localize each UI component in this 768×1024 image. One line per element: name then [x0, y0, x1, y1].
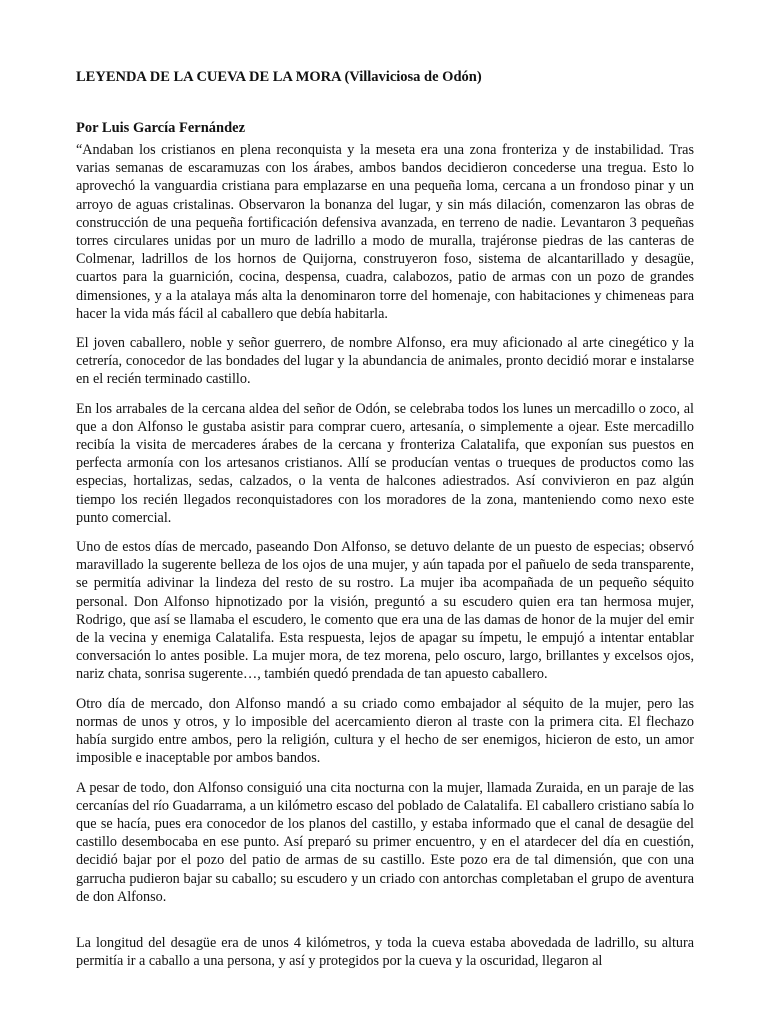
- paragraph-2: El joven caballero, noble y señor guerrero, de nombre Alfonso, era muy aficionado al arte cinegético y la cetrería, conocedor de las bondades del lugar y la abundancia de animales, pronto decidió morar e instalarse en el recién terminado castillo.: [76, 335, 694, 388]
- paragraph-6: A pesar de todo, don Alfonso consiguió una cita nocturna con la mujer, llamada Zuraida, en un paraje de las cercanías del río Guadarrama, a un kilómetro escaso del poblado de Calatalifa. El caballero cristiano sabía lo que se hacía, pues era conocedor de los planos del castillo, y estaba informado que el canal de desagüe del castillo desembocaba en ese punto. Así preparó su primer encuentro, y en el atardecer del día en cuestión, decidió bajar por el pozo del patio de armas de su castillo. Este pozo era de tal dimensión, que con una garrucha pudieron bajar su caballo; su escudero y un criado con antorchas completaban el grupo de aventura de don Alfonso.: [76, 779, 694, 905]
- paragraph-3: En los arrabales de la cercana aldea del señor de Odón, se celebraba todos los lunes un mercadillo o zoco, al que a don Alfonso le gustaba asistir para comprar cuero, artesanía, o simplemente a ojear. Este mercadillo recibía la visita de mercaderes árabes de la cercana y fronteriza Calatalifa, que exponían sus puestos en perfecta armonía con los artesanos cristianos. Allí se producían ventas o trueques de productos como las especias, hortalizas, sedas, calzados, o la venta de halcones adiestrados. Así convivieron en paz algún tiempo los recién llegados reconquistadores con los moradores de la zona, manteniendo como nexo este punto comercial.: [76, 400, 694, 526]
- paragraph-7: La longitud del desagüe era de unos 4 kilómetros, y toda la cueva estaba abovedada de ladrillo, su altura permitía ir a caballo a una persona, y así y protegidos por la cueva y la oscuridad, llegaron al: [76, 934, 694, 970]
- paragraph-5: Otro día de mercado, don Alfonso mandó a su criado como embajador al séquito de la mujer, pero las normas de unos y otros, y lo imposible del acercamiento dieron al traste con la primera cita. El flechazo había surgido entre ambos, pero la religión, cultura y el hecho de ser enemigos, hicieron de esto, un amor imposible e inaceptable por ambos bandos.: [76, 695, 694, 767]
- document-title: LEYENDA DE LA CUEVA DE LA MORA (Villaviciosa de Odón): [76, 69, 482, 85]
- paragraph-4: Uno de estos días de mercado, paseando Don Alfonso, se detuvo delante de un puesto de especias; observó maravillado la sugerente belleza de los ojos de una mujer, y aún tapada por el pañuelo de seda transparente, se permitía adivinar la lindeza del resto de su rostro. La mujer iba acompañada de un pequeño séquito personal. Don Alfonso hipnotizado por la visión, preguntó a su escudero quien era tan hermosa mujer, Rodrigo, que así se llamaba el escudero, le comento que era una de las damas de honor de la mujer del emir de la vecina y enemiga Calatalifa. Esta respuesta, lejos de apagar su ímpetu, le empujó a intentar entablar conversación lo antes posible. La mujer mora, de tez morena, pelo oscuro, largo, brillantes y excelsos ojos, nariz chata, sonrisa sugerente…, también quedó prendada de tan apuesto caballero.: [76, 539, 694, 683]
- document-page: [76, 68, 694, 981]
- paragraph-1: “Andaban los cristianos en plena reconquista y la meseta era una zona fronteriza y de instabilidad. Tras varias semanas de escaramuzas con los árabes, ambos bandos decidieron concederse una tregua. Esto lo aprovechó la vanguardia cristiana para emplazarse en una pequeña loma, cercana a un frondoso pinar y un arroyo de aguas cristalinas. Observaron la bonanza del lugar, y sin más dilación, comenzaron las obras de construcción de una pequeña fortificación defensiva avanzada, en terreno de nadie. Levantaron 3 pequeñas torres circulares unidas por un muro de ladrillo a modo de muralla, trajéronse piedras de las canteras de Colmenar, ladrillos de los hornos de Quijorna, construyeron foso, sistema de alcantarillado y desagüe, cuartos para la guarnición, cocina, despensa, cuadra, calabozos, patio de armas con un pozo de grandes dimensiones, y a la atalaya más alta la denominaron torre del homenaje, con habitaciones y chimeneas para hacer la vida más fácil al caballero que debía habitarla.: [76, 142, 694, 322]
- document-author: Por Luis García Fernández: [76, 120, 246, 136]
